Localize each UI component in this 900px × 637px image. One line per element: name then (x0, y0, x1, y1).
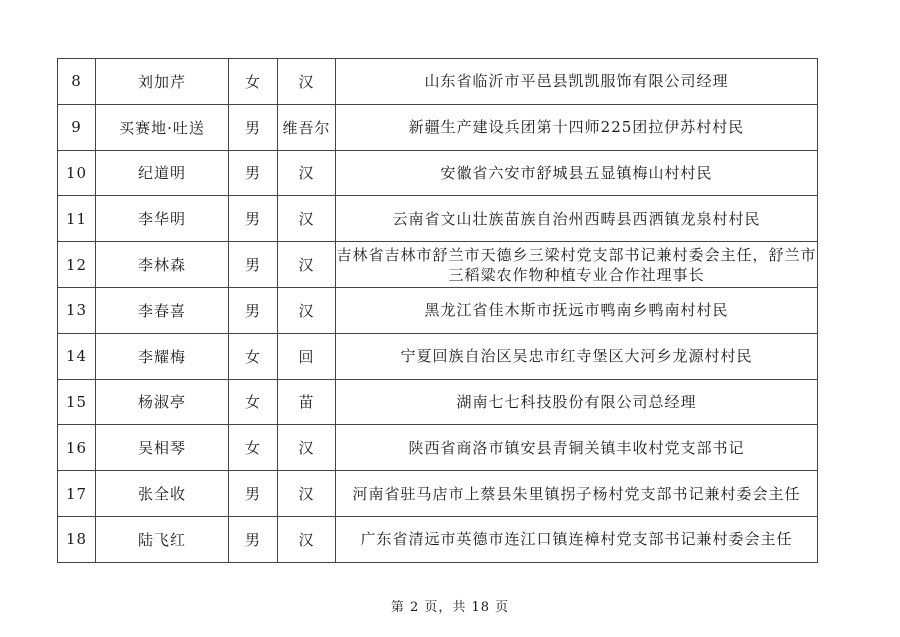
cell-description: 宁夏回族自治区吴忠市红寺堡区大河乡龙源村村民 (336, 333, 818, 379)
table-row (58, 242, 818, 288)
cell-number: 9 (58, 104, 96, 150)
cell-number: 18 (58, 516, 96, 562)
cell-description: 云南省文山壮族苗族自治州西畴县西洒镇龙泉村村民 (336, 196, 818, 242)
cell-name: 陆飞红 (96, 516, 229, 562)
cell-number: 8 (58, 59, 96, 105)
cell-ethnicity: 汉 (278, 287, 336, 333)
table-row (58, 379, 818, 425)
table-body (58, 59, 818, 563)
cell-gender: 男 (229, 242, 278, 288)
cell-description: 湖南七七科技股份有限公司总经理 (336, 379, 818, 425)
cell-description: 河南省驻马店市上蔡县朱里镇拐子杨村党支部书记兼村委会主任 (336, 471, 818, 517)
cell-name: 李华明 (96, 196, 229, 242)
cell-description: 安徽省六安市舒城县五显镇梅山村村民 (336, 150, 818, 196)
table-row (58, 425, 818, 471)
cell-ethnicity: 维吾尔 (278, 104, 336, 150)
cell-name: 买赛地·吐送 (96, 104, 229, 150)
cell-gender: 女 (229, 425, 278, 471)
cell-name: 李林森 (96, 242, 229, 288)
cell-name: 纪道明 (96, 150, 229, 196)
page-indicator: 第 2 页，共 18 页 (390, 600, 510, 615)
page-footer (0, 596, 900, 615)
cell-gender: 男 (229, 104, 278, 150)
cell-name: 刘加芹 (96, 59, 229, 105)
cell-name: 张全收 (96, 471, 229, 517)
cell-ethnicity: 汉 (278, 59, 336, 105)
cell-ethnicity: 汉 (278, 516, 336, 562)
table-row (58, 333, 818, 379)
table-row (58, 196, 818, 242)
cell-description: 广东省清远市英德市连江口镇连樟村党支部书记兼村委会主任 (336, 516, 818, 562)
cell-description: 新疆生产建设兵团第十四师225团拉伊苏村村民 (336, 104, 818, 150)
cell-name: 杨淑亭 (96, 379, 229, 425)
cell-number: 14 (58, 333, 96, 379)
cell-gender: 男 (229, 196, 278, 242)
table-row (58, 150, 818, 196)
cell-number: 12 (58, 242, 96, 288)
cell-name: 李耀梅 (96, 333, 229, 379)
table-row (58, 516, 818, 562)
cell-description: 吉林省吉林市舒兰市天德乡三梁村党支部书记兼村委会主任，舒兰市三稻粱农作物种植专业合作社理事长 (336, 242, 818, 288)
cell-number: 17 (58, 471, 96, 517)
cell-gender: 女 (229, 59, 278, 105)
cell-description: 黑龙江省佳木斯市抚远市鸭南乡鸭南村村民 (336, 287, 818, 333)
table-row (58, 104, 818, 150)
cell-ethnicity: 汉 (278, 471, 336, 517)
table-row (58, 59, 818, 105)
cell-gender: 女 (229, 379, 278, 425)
cell-gender: 男 (229, 516, 278, 562)
cell-ethnicity: 苗 (278, 379, 336, 425)
people-table-container (57, 58, 817, 563)
table-row (58, 287, 818, 333)
cell-number: 15 (58, 379, 96, 425)
cell-gender: 女 (229, 333, 278, 379)
cell-ethnicity: 汉 (278, 425, 336, 471)
table-row (58, 471, 818, 517)
cell-description: 山东省临沂市平邑县凯凯服饰有限公司经理 (336, 59, 818, 105)
cell-ethnicity: 汉 (278, 150, 336, 196)
cell-ethnicity: 汉 (278, 196, 336, 242)
people-table (57, 58, 818, 563)
cell-ethnicity: 汉 (278, 242, 336, 288)
cell-name: 吴相琴 (96, 425, 229, 471)
cell-number: 10 (58, 150, 96, 196)
cell-ethnicity: 回 (278, 333, 336, 379)
cell-name: 李春喜 (96, 287, 229, 333)
cell-gender: 男 (229, 150, 278, 196)
cell-gender: 男 (229, 471, 278, 517)
cell-description: 陕西省商洛市镇安县青铜关镇丰收村党支部书记 (336, 425, 818, 471)
cell-number: 16 (58, 425, 96, 471)
cell-gender: 男 (229, 287, 278, 333)
cell-number: 11 (58, 196, 96, 242)
cell-number: 13 (58, 287, 96, 333)
